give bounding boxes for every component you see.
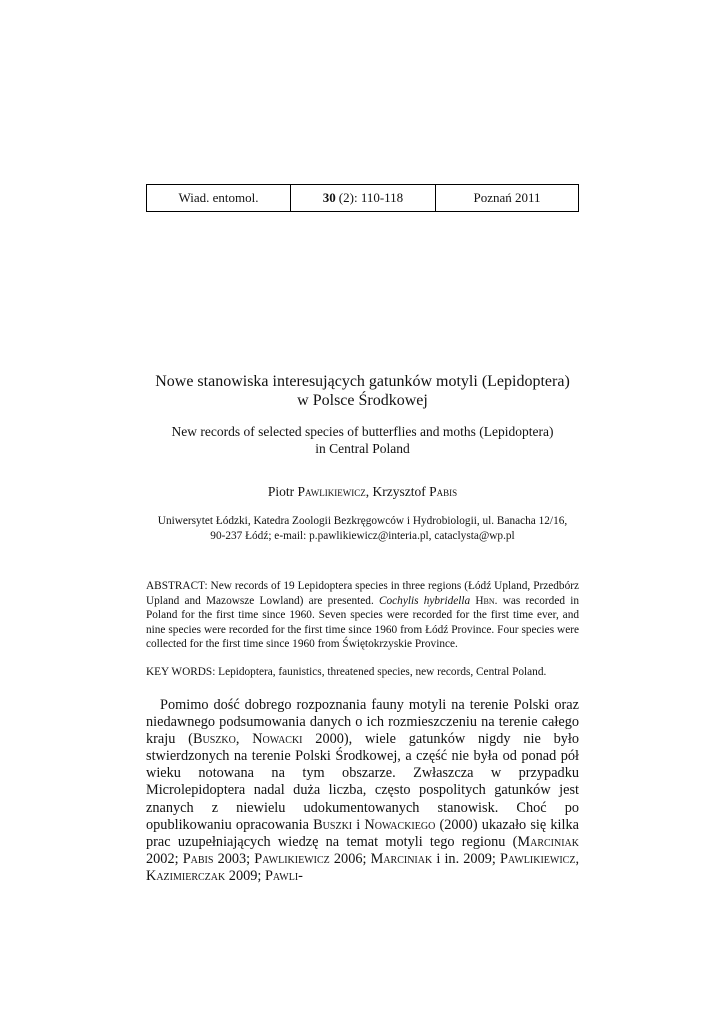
body-text-segment: , <box>235 731 253 748</box>
author-2-first-name: Krzysztof <box>372 484 430 499</box>
author-2-surname: Pabis <box>429 484 458 499</box>
place-year: Poznań 2011 <box>473 190 541 205</box>
affiliation <box>146 514 579 543</box>
citation-author: Marciniak <box>517 833 579 850</box>
body-text-segment: Pomimo dość dobrego rozpoznania fauny motyli na terenie Polski oraz niedawnego podsumowania danych o ich rozmieszczeniu na terenie całego kraju ( <box>146 697 579 748</box>
journal-header-table <box>146 184 579 212</box>
body-text-segment: i in. 2009; <box>432 850 500 867</box>
author-1-first-name: Piotr <box>267 484 298 499</box>
title-english-line-1: New records of selected species of butterflies and moths (Lepidoptera) <box>171 424 554 439</box>
author-separator: , <box>365 484 373 499</box>
citation-author: Kazimierczak <box>146 867 226 884</box>
abstract-rest: was recorded in Poland for the first time since 1960. Seven species were recorded for the first time ever, and nine species were recorded for the first time since 1960 from Łódź Province. Four species were collected for the first time since 1960 from Świętokrzyskie Province. <box>146 594 579 651</box>
body-text-segment: 2003; <box>213 850 255 867</box>
title-polish-line-2: w Polsce Środkowej <box>297 392 428 409</box>
citation-author: Nowacki <box>252 731 303 748</box>
citation-author: Pabis <box>182 850 214 867</box>
author-1-surname: Pawlikiewicz <box>297 484 366 499</box>
affiliation-line-1: Uniwersytet Łódzki, Katedra Zoologii Bezkręgowców i Hydrobiologii, ul. Banacha 12/16, <box>157 515 568 527</box>
title-english-line-2: in Central Poland <box>315 441 410 456</box>
title-polish-line-1: Nowe stanowiska interesujących gatunków motyli (Lepidoptera) <box>155 373 570 390</box>
issue-pages: (2): 110-118 <box>338 190 404 205</box>
body-text-segment: 2006; <box>329 850 371 867</box>
body-text-segment: i <box>352 816 365 833</box>
abstract-species-author: Hbn. <box>470 594 498 607</box>
body-text-segment: 2000), wiele gatunków nigdy nie było stwierdzonych na terenie Polski Środkowej, a część nie była od ponad pół wieku notowana na tym obszarze. Zwłaszcza w przypadku Microlepidoptera nadal duża liczba, często pospolitych gatunków jest znanych z niewielu udokumentowanych stanowisk. Choć po opublikowaniu opracowania <box>146 731 579 833</box>
body-text-segment: 2002; <box>146 850 183 867</box>
citation-author: Pawli- <box>264 867 303 884</box>
citation-author: Pawlikiewicz <box>499 850 576 867</box>
authors <box>146 484 579 500</box>
title-english <box>146 423 579 457</box>
citation-author: Buszki <box>313 816 353 833</box>
title-polish <box>146 372 579 410</box>
place-year-cell <box>436 185 578 211</box>
affiliation-line-2: 90-237 Łódź; e-mail: p.pawlikiewicz@interia.pl, cataclysta@wp.pl <box>210 529 515 542</box>
volume-cell <box>291 185 436 211</box>
citation-author: Buszko <box>192 731 236 748</box>
body-text-segment: (2000) ukazało się kilka prac uzupełniających wiedzę na temat motyli tego regionu ( <box>146 816 579 850</box>
citation-author: Nowackiego <box>364 816 436 833</box>
body-paragraph <box>146 697 579 885</box>
abstract <box>146 579 579 652</box>
keywords: KEY WORDS: Lepidoptera, faunistics, threatened species, new records, Central Poland. <box>146 666 547 678</box>
citation-author: Pawlikiewicz <box>254 850 330 867</box>
body-text-segment: , <box>575 850 580 867</box>
abstract-species-name: Cochylis hybridella <box>378 594 471 607</box>
journal-name: Wiad. entomol. <box>178 190 259 205</box>
volume-number: 30 <box>322 190 336 205</box>
citation-author: Marciniak <box>370 850 433 867</box>
abstract-lead: ABSTRACT: New records of 19 Lepidoptera species in three regions (Łódź Upland, Przedbórz Upland and Mazowsze Lowland) are presented. <box>146 580 579 607</box>
journal-name-cell <box>147 185 291 211</box>
body-text-segment: 2009; <box>225 867 265 884</box>
